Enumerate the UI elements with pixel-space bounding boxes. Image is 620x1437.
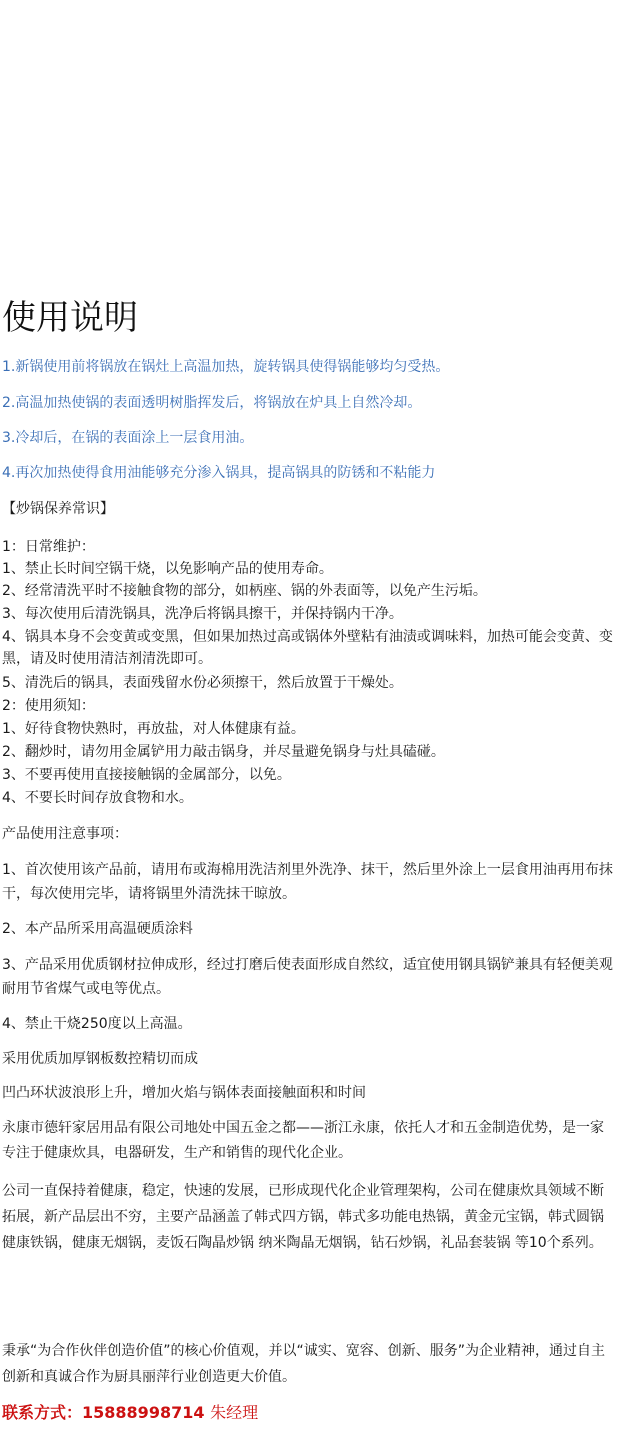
daily-item: 4、锅具本身不会变黄或变黑，但如果加热过高或锅体外壁粘有油渍或调味料，加热可能会变黄、变黑，请及时使用清洁剂清洗即可。: [2, 629, 613, 667]
step-2: 2.高温加热使锅的表面透明树脂挥发后，将锅放在炉具上自然冷却。: [2, 395, 422, 411]
notice-item: 1、首次使用该产品前，请用布或海棉用洗洁剂里外洗净、抹干，然后里外涂上一层食用油再用布抹干，每次使用完毕，请将锅里外清洗抹干晾放。: [2, 862, 613, 902]
daily-item: 1、禁止长时间空锅干烧，以免影响产品的使用寿命。: [2, 561, 333, 577]
step-3: 3.冷却后，在锅的表面涂上一层食用油。: [2, 430, 254, 446]
care-title: 【炒锅保养常识】: [2, 501, 114, 517]
feature-line: 采用优质加厚钢板数控精切而成: [2, 1051, 198, 1067]
step-1: 1.新锅使用前将锅放在锅灶上高温加热，旋转锅具使得锅能够均匀受热。: [2, 359, 450, 375]
page-title: 使用说明: [2, 298, 138, 338]
notice-heading: 产品使用注意事项：: [2, 826, 128, 842]
daily-item: 5、清洗后的锅具，表面残留水份必须擦干，然后放置于干燥处。: [2, 675, 403, 691]
company-development: 公司一直保持着健康，稳定，快速的发展，已形成现代化企业管理架构，公司在健康炊具领域不断拓展，新产品层出不穷，主要产品涵盖了韩式四方锅，韩式多功能电热锅，黄金元宝锅，韩式圆锅 健康铁锅，健康无烟锅，麦饭石陶晶炒锅 纳米陶晶无烟锅，钻石炒锅，礼品套装锅 等10个系列。: [2, 1183, 604, 1251]
contact-phone: 15888998714: [82, 1403, 205, 1422]
notice-item: 3、产品采用优质钢材拉伸成形，经过打磨后使表面形成自然纹，适宜使用钢具锅铲兼具有轻便美观耐用节省煤气或电等优点。: [2, 957, 613, 997]
daily-item: 2、经常清洗平时不接触食物的部分，如柄座、锅的外表面等，以免产生污垢。: [2, 583, 487, 599]
usage-item: 1、好待食物快熟时，再放盐，对人体健康有益。: [2, 721, 305, 737]
step-4: 4.再次加热使得食用油能够充分渗入锅具，提高锅具的防锈和不粘能力: [2, 465, 436, 481]
contact-label: 联系方式：: [2, 1403, 83, 1422]
usage-item: 3、不要再使用直接接触锅的金属部分，以免。: [2, 767, 291, 783]
notice-item: 2、本产品所采用高温硬质涂料: [2, 921, 193, 937]
feature-line: 凹凸环状波浪形上升，增加火焰与锅体表面接触面积和时间: [2, 1085, 366, 1101]
company-intro: 永康市德轩家居用品有限公司地处中国五金之都——浙江永康，依托人才和五金制造优势，是一家专注于健康炊具，电器研发，生产和销售的现代化企业。: [2, 1120, 604, 1161]
contact-line: [2, 1401, 258, 1425]
daily-item: 3、每次使用后清洗锅具，洗净后将锅具擦干，并保持锅内干净。: [2, 606, 403, 622]
company-mission: 秉承“为合作伙伴创造价值”的核心价值观，并以“诚实、宽容、创新、服务”为企业精神，通过自主创新和真诚合作为厨具丽萍行业创造更大价值。: [2, 1343, 606, 1385]
notice-item: 4、禁止干烧250度以上高温。: [2, 1016, 192, 1032]
usage-item: 2、翻炒时，请勿用金属铲用力敲击锅身，并尽量避免锅身与灶具磕碰。: [2, 744, 445, 760]
daily-heading: 1：日常维护：: [2, 539, 95, 555]
contact-name: 朱经理: [210, 1403, 259, 1422]
usage-item: 4、不要长时间存放食物和水。: [2, 790, 193, 806]
usage-heading: 2：使用须知：: [2, 698, 95, 714]
